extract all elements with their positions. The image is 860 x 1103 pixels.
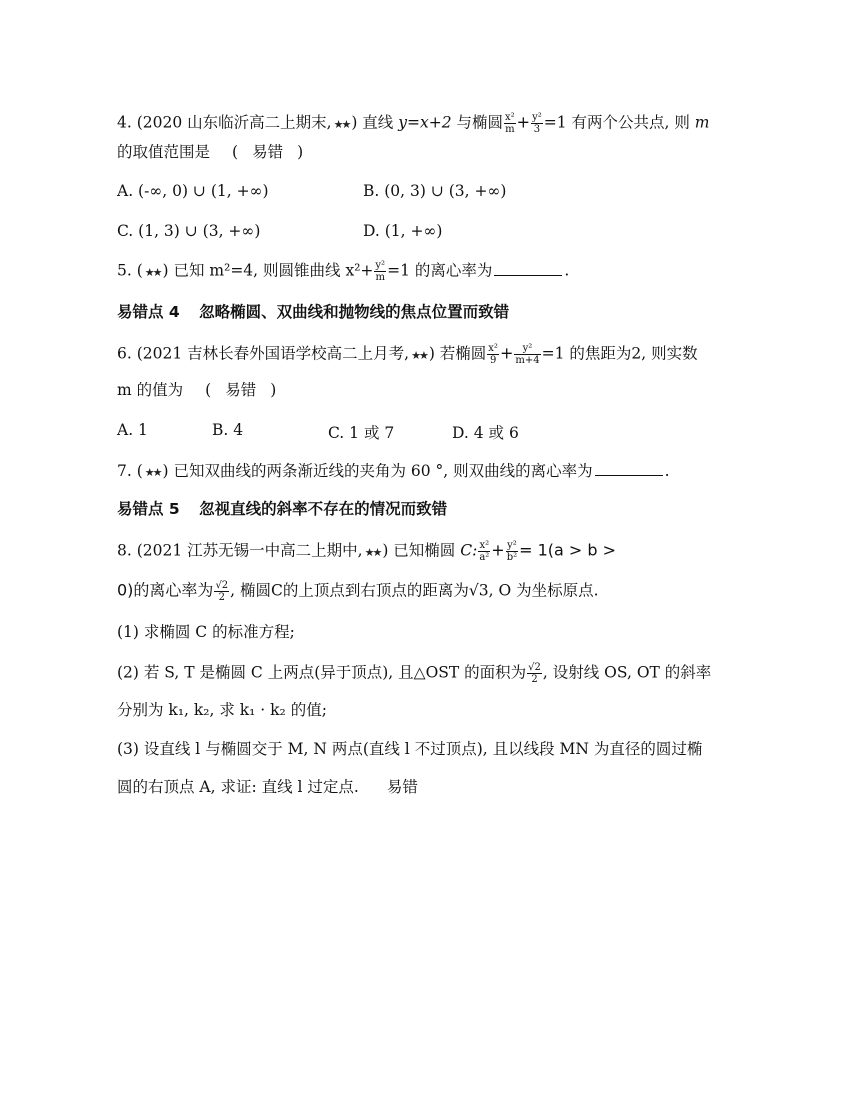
- answer-paren-open: (: [205, 381, 212, 399]
- question-8-line-1: [117, 540, 616, 563]
- q8-fraction-2: [506, 540, 518, 563]
- q8-part-2-line-1: [117, 662, 711, 685]
- q4-line-equation: y=x+2: [398, 113, 452, 132]
- q8-part-3-line-2: [117, 777, 418, 797]
- fraction-numerator: √2: [528, 662, 541, 673]
- q4-option-b: B. (0, 3) ∪ (3, +∞): [363, 182, 507, 200]
- q4-fraction-2: [531, 112, 543, 135]
- q5-fraction: [374, 260, 386, 283]
- q8-text-2: 0)的离心率为: [117, 580, 214, 600]
- heading-text: 忽视直线的斜率不存在的情况而致错: [199, 500, 448, 518]
- question-4-line-2: [117, 142, 303, 162]
- error-prone-tag: 易错: [252, 143, 284, 161]
- heading-text: 忽略椭圆、双曲线和抛物线的焦点位置而致错: [199, 303, 510, 321]
- q6-option-b: B. 4: [212, 421, 244, 439]
- fraction-denominator: b²: [506, 552, 518, 563]
- q4-text-2: 与椭圆: [451, 113, 503, 132]
- q5-text: ) 已知: [162, 261, 210, 280]
- q8-part-2-line-2: 分别为 k₁, k₂, 求 k₁ · k₂ 的值;: [117, 701, 327, 719]
- q8-source: 8. (2021 江苏无锡一中高二上期中,: [117, 541, 363, 560]
- fraction-denominator: 3: [533, 124, 541, 135]
- heading-label: 易错点 4: [117, 303, 180, 321]
- fraction-numerator: x²: [488, 343, 498, 354]
- fraction-denominator: 2: [531, 674, 538, 685]
- q6-source: 6. (2021 吉林长春外国语学校高二上月考,: [117, 344, 410, 363]
- answer-paren-close: ): [297, 143, 304, 161]
- q4-option-c: C. (1, 3) ∪ (3, +∞): [117, 222, 261, 240]
- q8-inequality: = 1(a > b >: [519, 540, 617, 560]
- q6-fraction-1: [487, 343, 499, 366]
- question-5: [117, 260, 569, 283]
- q8-part-3-line-1: (3) 设直线 l 与椭圆交于 M, N 两点(直线 l 不过顶点), 且以线段 MN 为直径的圆过椭: [117, 740, 703, 758]
- q7-number: 7. (: [117, 462, 143, 480]
- fraction-numerator: x²: [479, 540, 490, 551]
- q4-source: 4. (2020 山东临沂高二上期末,: [117, 113, 332, 132]
- q8-text: ) 已知椭圆: [382, 541, 461, 560]
- question-6-line-2: [117, 380, 276, 400]
- fraction-numerator: y²: [514, 343, 540, 355]
- plus-sign: +: [516, 112, 531, 132]
- star-difficulty-icon: ★★: [333, 117, 350, 131]
- q4-variable: m: [694, 113, 710, 132]
- star-difficulty-icon: ★★: [411, 348, 427, 362]
- error-prone-tag: 易错: [386, 778, 418, 796]
- q6-text: ) 若椭圆: [428, 344, 487, 363]
- error-prone-tag: 易错: [225, 381, 257, 399]
- answer-blank: [494, 261, 562, 276]
- q8-area-fraction: [527, 662, 542, 685]
- fraction-denominator: m: [505, 124, 515, 135]
- q8-eccentricity: [214, 580, 229, 603]
- q6-option-c: C. 1 或 7: [328, 424, 395, 442]
- answer-paren-close: ): [270, 381, 277, 399]
- q4-fraction-1: [504, 112, 516, 135]
- q8-part-2-text: (2) 若 S, T 是椭圆 C 上两点(异于顶点), 且△OST 的面积为: [117, 663, 527, 682]
- q8-part-1: (1) 求椭圆 C 的标准方程;: [117, 623, 295, 641]
- fraction-numerator: y²: [507, 540, 517, 551]
- q5-text-2: =1 的离心率为: [387, 261, 493, 280]
- q8-part-3-text: 圆的右顶点 A, 求证: 直线 l 过定点.: [117, 778, 359, 796]
- fraction-denominator: m: [375, 272, 385, 283]
- question-7: [117, 461, 670, 483]
- plus-sign: +: [491, 540, 505, 560]
- q5-x-term: x²+: [345, 261, 374, 280]
- q6-text-2: =1 的焦距为2, 则实数: [541, 344, 698, 363]
- q5-condition: m²=4, 则圆锥曲线: [209, 261, 346, 280]
- fraction-denominator: 9: [489, 355, 497, 366]
- q4-text-4: 的取值范围是: [117, 143, 211, 161]
- plus-sign: +: [499, 343, 514, 363]
- q6-option-a: A. 1: [117, 421, 148, 439]
- fraction-numerator: y²: [532, 112, 542, 123]
- fraction-numerator: y²: [375, 260, 386, 271]
- q4-option-d: D. (1, +∞): [363, 222, 443, 240]
- fraction-denominator: m+4: [515, 355, 540, 366]
- q6-option-d: D. 4 或 6: [452, 424, 519, 442]
- star-difficulty-icon: ★★: [364, 545, 381, 559]
- q5-number: 5. (: [117, 261, 143, 280]
- q6-text-3: m 的值为: [117, 381, 184, 399]
- answer-blank: [595, 461, 663, 476]
- fraction-denominator: a²: [479, 552, 490, 563]
- question-4-line-1: [117, 112, 710, 135]
- q8-part-2-text-2: , 设射线 OS, OT 的斜率: [542, 663, 712, 682]
- fraction-denominator: 2: [218, 592, 225, 603]
- star-difficulty-icon: ★★: [144, 466, 161, 479]
- fraction-numerator: √2: [215, 580, 229, 591]
- question-8-line-2: [117, 580, 599, 603]
- error-point-4-heading: [117, 302, 509, 322]
- star-difficulty-icon: ★★: [144, 265, 161, 279]
- q7-text: ) 已知双曲线的两条渐近线的夹角为 60 °, 则双曲线的离心率为: [162, 462, 593, 480]
- question-6-line-1: [117, 343, 698, 366]
- q8-ellipse-name: C:: [460, 541, 478, 560]
- q8-text-3: , 椭圆C的上顶点到右顶点的距离为√3, O 为坐标原点.: [230, 581, 599, 600]
- q4-option-a: A. (-∞, 0) ∪ (1, +∞): [117, 182, 269, 200]
- q8-fraction-1: [478, 540, 490, 563]
- q4-text-3: =1 有两个公共点, 则: [543, 113, 695, 132]
- error-point-5-heading: [117, 499, 447, 519]
- q5-period: .: [564, 261, 570, 280]
- q7-period: .: [664, 462, 670, 480]
- q6-fraction-2: [514, 343, 540, 366]
- q4-text: ) 直线: [351, 113, 399, 132]
- fraction-numerator: x²: [505, 112, 515, 123]
- answer-paren-open: (: [232, 143, 239, 161]
- heading-label: 易错点 5: [117, 500, 180, 518]
